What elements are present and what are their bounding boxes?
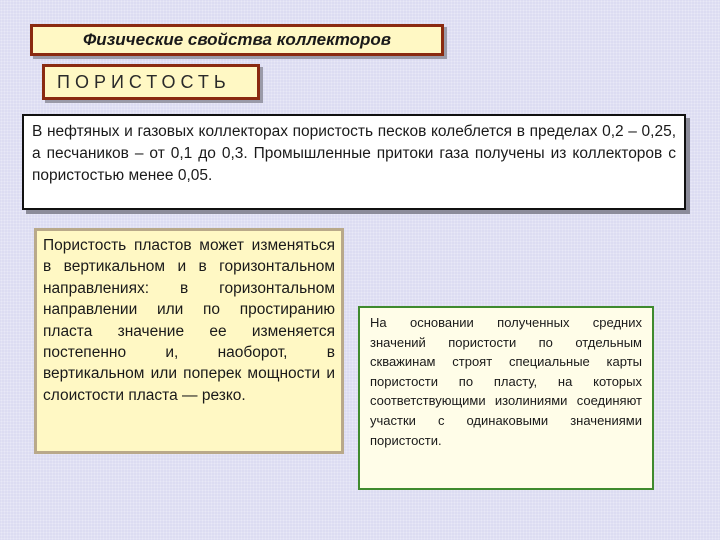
porosity-variation-text: Пористость пластов может изменяться в вертикальном и в горизонтальном направлениях: в горизонтальном направлении или по простиранию пласта значение ее изменяется постепенно и, наоборот, в вертикальном или поперек мощности и слоистости пласта — резко. bbox=[43, 237, 335, 404]
section-heading bbox=[42, 64, 260, 100]
section-heading-text: ПОРИСТОСТЬ bbox=[57, 72, 231, 92]
slide-title-text: Физические свойства коллекторов bbox=[82, 30, 392, 49]
slide-title bbox=[30, 24, 444, 56]
porosity-maps-text: На основании полученных средних значений пористости по отдельным скважинам строят специальные карты пористости по пласту, на которых соответствующими изолиниями соединяют участки с одинаковыми значениями пористости. bbox=[370, 315, 642, 448]
intro-text: В нефтяных и газовых коллекторах пористость песков колеблется в пределах 0,2 – 0,25, а песчаников – от 0,1 до 0,3. Промышленные притоки газа получены из коллекторов с пористостью менее 0,05. bbox=[32, 123, 676, 184]
porosity-variation-box bbox=[34, 228, 344, 454]
porosity-maps-box bbox=[358, 306, 654, 490]
intro-text-box bbox=[22, 114, 686, 210]
